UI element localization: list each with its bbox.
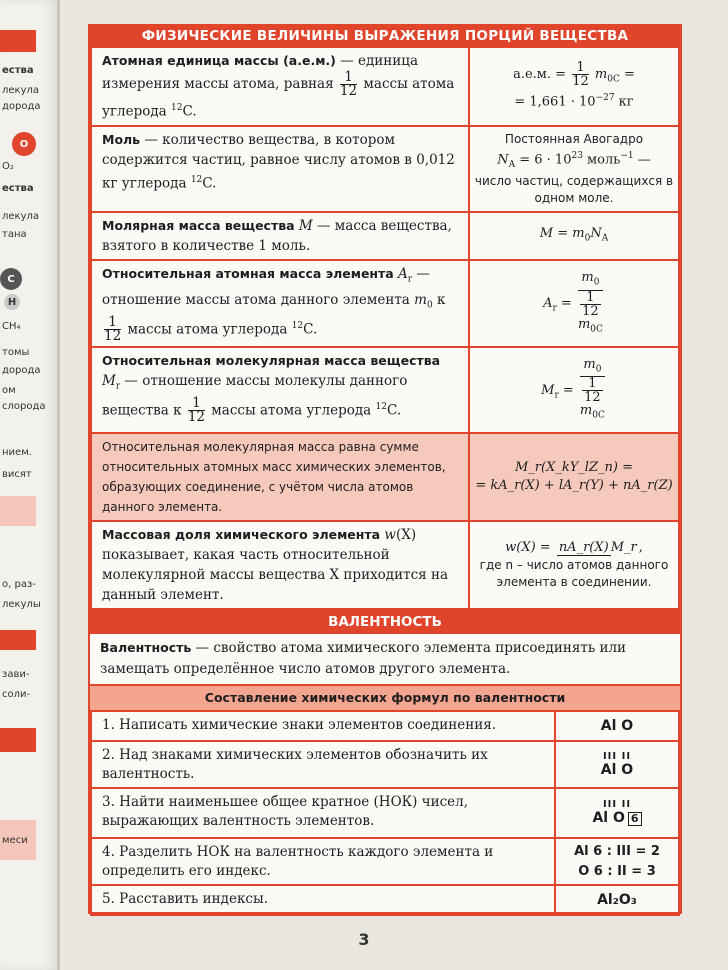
formula-text: M_r(X_kY_lZ_n) =: [515, 460, 633, 476]
left-page-text: лекула: [2, 211, 40, 222]
symbol: A: [398, 266, 408, 283]
page-title: ФИЗИЧЕСКИЕ ВЕЛИЧИНЫ ВЫРАЖЕНИЯ ПОРЦИЙ ВЕЩЕСТВА: [90, 26, 680, 46]
left-page-text: CH₄: [2, 321, 21, 332]
formula-text: O 6 : II = 3: [578, 863, 656, 879]
fraction-numerator: 1: [580, 291, 601, 305]
fraction: [580, 291, 601, 318]
formula-text: —: [633, 151, 651, 167]
formula-text: = 1,661 · 10: [514, 94, 596, 110]
table-row: [91, 347, 679, 433]
symbol: (X): [395, 527, 417, 544]
formula-text: M: [541, 382, 555, 398]
formula-superscript: −27: [595, 92, 615, 103]
formula-text: M = m: [539, 226, 585, 242]
term-label: Массовая доля химического элемента: [102, 527, 381, 543]
formula-text: N: [497, 151, 509, 167]
left-page-text: тана: [2, 229, 27, 240]
formula-text: w(X) =: [505, 540, 555, 556]
formula-text: =: [558, 382, 578, 398]
step-text: 2. Над знаками химических элементов обозначить их валентность.: [91, 741, 555, 788]
reference-sheet: [88, 24, 682, 914]
symbol-subscript: r: [115, 381, 121, 392]
valence-marks: III II: [602, 799, 632, 811]
formula-subscript: 0C: [590, 324, 603, 335]
formula-subscript: 0C: [592, 410, 605, 421]
left-page-text: слорода: [2, 401, 46, 412]
definition-text: массы атома углерода: [123, 321, 292, 338]
left-page-text: висят: [2, 469, 32, 480]
left-page-text: ом: [2, 385, 16, 396]
left-page-text: дорода: [2, 365, 41, 376]
term-label: Молярная масса вещества: [102, 218, 295, 234]
symbol: M: [298, 218, 313, 235]
left-page-text: O₂: [2, 161, 14, 172]
formula-text: ,: [638, 540, 643, 556]
quantities-table: [90, 46, 680, 610]
step-result: [555, 788, 679, 838]
formula-text: = kA_r(X) + lA_r(Y) + nA_r(Z): [475, 478, 673, 494]
formula-subscript: r: [554, 390, 559, 401]
left-page-text: ества: [2, 65, 34, 76]
formula-subscript: 0: [595, 364, 602, 375]
left-page-text: томы: [2, 347, 30, 358]
fraction: [557, 541, 637, 554]
fraction-numerator: m: [583, 356, 596, 372]
definition-cell: [91, 433, 469, 521]
formula-text: Al 6 : III = 2: [574, 843, 660, 859]
fraction-denominator: 12: [187, 409, 206, 426]
fraction-numerator: 1: [572, 61, 589, 75]
formula-subscript: 0C: [607, 74, 620, 85]
lcm-box: 6: [628, 812, 642, 826]
definition-text: массы атома углерода: [102, 76, 455, 120]
atom-label: C: [7, 273, 15, 285]
symbol-subscript: 0: [426, 300, 433, 311]
fraction: [104, 316, 121, 343]
step-result: Al₂O₃: [555, 885, 679, 915]
step-result: Al O: [555, 711, 679, 741]
fraction-denominator: M_r: [610, 540, 637, 556]
formula-subscript: r: [552, 303, 557, 314]
term-label: Относительная молекулярная масса вещества: [102, 353, 441, 369]
table-row: [91, 711, 679, 741]
definition-text: — свойство атома химического элемента присоединять или замещать определённое число атомов другого элемента.: [100, 640, 627, 678]
page-number: 3: [358, 930, 370, 949]
definition-cell: [91, 260, 469, 347]
definition-text: — отношение массы атома данного элемента: [102, 266, 430, 309]
formula-text: Al O: [600, 761, 634, 778]
isotope-symbol: C.: [182, 103, 197, 120]
formula-text: =: [556, 296, 576, 312]
fraction-denominator: 12: [584, 390, 601, 406]
left-page-text: меси: [2, 835, 28, 846]
definition-text: Относительная молекулярная масса равна сумме относительных атомных масс химических элементов, образующих соединение, с учётом числа атомов данного элемента.: [102, 440, 446, 515]
formula-text: = 6 · 10: [515, 151, 572, 167]
formula-cell: [469, 212, 679, 260]
formula-cell: [469, 433, 679, 521]
formula-text: m: [579, 403, 593, 419]
definition-text: показывает, какая часть относительной молекулярной массы вещества X приходится на данный элемент.: [102, 547, 449, 604]
left-page-accent: [0, 496, 36, 526]
symbol: m: [414, 292, 427, 309]
term-label: Валентность: [100, 640, 192, 656]
fraction: [188, 397, 205, 424]
table-row: [91, 433, 679, 521]
fraction-denominator: 12: [572, 74, 589, 90]
left-page: [0, 0, 60, 970]
term-label: Относительная атомная масса элемента: [102, 266, 394, 282]
isotope-mass: 12: [171, 103, 183, 113]
formula-superscript: 23: [571, 150, 583, 161]
table-row: [91, 885, 679, 915]
formula-text: m: [590, 67, 608, 83]
definition-text: — количество вещества, в котором содержится частиц, равное числу атомов в 0,012 кг углерода: [102, 131, 455, 191]
fraction-numerator: 1: [582, 377, 603, 391]
formula-superscript: −1: [620, 150, 634, 161]
left-page-text: лекулы: [2, 599, 41, 610]
definition-text: — масса вещества, взятого в количестве 1 моль.: [102, 218, 452, 255]
atom-label: H: [7, 296, 17, 308]
isotope-symbol: C.: [202, 175, 217, 191]
valence-header: ВАЛЕНТНОСТЬ: [90, 610, 680, 634]
formula-note: число частиц, содержащихся в одном моле.: [474, 174, 674, 206]
left-page-text: зави-: [2, 669, 30, 680]
left-page-text: ества: [2, 183, 34, 194]
table-row: [91, 741, 679, 788]
left-page-accent: [0, 630, 36, 650]
fraction-numerator: 1: [104, 316, 121, 330]
formula-subscript: 0: [584, 233, 591, 244]
left-page-text: нием.: [2, 447, 32, 458]
table-row: [91, 47, 679, 126]
step-text: 4. Разделить НОК на валентность каждого элемента и определить его индекс.: [91, 838, 555, 885]
definition-cell: [91, 521, 469, 609]
atom-label: O: [19, 138, 29, 150]
fraction: [582, 377, 603, 404]
step-text: 5. Расставить индексы.: [91, 885, 555, 915]
formula-text: Al O: [592, 810, 625, 827]
definition-text: — единица измерения массы атома, равная: [102, 53, 418, 92]
left-page-text: соли-: [2, 689, 31, 700]
table-row: [91, 521, 679, 609]
term-label: Моль: [102, 131, 141, 147]
term-label: Атомная единица массы (а.е.м.): [102, 53, 336, 68]
fraction-numerator: m: [581, 270, 594, 286]
fraction-numerator: 1: [340, 71, 357, 85]
oxygen-atom-icon: [12, 132, 36, 156]
hydrogen-atom-icon: [4, 294, 20, 310]
fraction-denominator: 12: [104, 328, 122, 345]
isotope-symbol: C.: [386, 402, 402, 419]
table-row: [91, 788, 679, 838]
definition-cell: [91, 47, 469, 126]
left-page-accent: [0, 728, 36, 752]
formula-text: кг: [614, 94, 634, 110]
formula-title: Постоянная Авогадро: [504, 131, 644, 146]
table-row: [91, 212, 679, 260]
table-row: [91, 126, 679, 213]
isotope-mass: 12: [375, 401, 387, 412]
formula-text: =: [619, 67, 635, 83]
formula-note: где n – число атомов данного элемента в соединении.: [479, 558, 669, 590]
fraction-denominator: 12: [582, 303, 599, 319]
table-row: [91, 838, 679, 885]
step-text: 1. Написать химические знаки элементов соединения.: [91, 711, 555, 741]
carbon-atom-icon: [0, 268, 22, 290]
fraction-numerator: nA_r(X): [558, 540, 609, 556]
definition-text: к: [432, 292, 446, 309]
isotope-symbol: C.: [303, 321, 318, 338]
definition-text: — отношение массы молекулы данного вещества к: [102, 373, 408, 419]
formula-text: N: [590, 226, 602, 242]
valence-definition: [90, 634, 680, 686]
formula-cell: [469, 521, 679, 609]
left-page-accent: [0, 30, 36, 52]
valence-steps-table: [90, 710, 680, 916]
fraction: [572, 61, 589, 88]
left-page-text: дорода: [2, 101, 41, 112]
formula-cell: [469, 260, 679, 347]
symbol: w: [384, 527, 396, 544]
formula-text: а.е.м. =: [513, 67, 571, 83]
definition-cell: [91, 347, 469, 433]
fraction: [580, 358, 605, 423]
formula-subscript: 0: [593, 277, 600, 288]
definition-cell: [91, 126, 469, 213]
formula-cell: [469, 47, 679, 126]
step-result: [555, 838, 679, 885]
formula-text: A: [543, 296, 553, 312]
formula-subscript: A: [508, 159, 516, 170]
symbol-subscript: r: [407, 275, 413, 286]
formula-subscript: A: [601, 233, 609, 244]
formula-text: моль: [582, 151, 621, 167]
formula-cell: [469, 126, 679, 213]
valence-marks: III II: [602, 750, 632, 762]
fraction: [578, 271, 603, 336]
isotope-mass: 12: [291, 320, 304, 331]
formula-text: m: [577, 316, 591, 332]
left-page-text: о, раз-: [2, 579, 36, 590]
isotope-mass: 12: [190, 174, 203, 185]
step-text: 3. Найти наименьшее общее кратное (НОК) чисел, выражающих валентность элементов.: [91, 788, 555, 838]
fraction: [340, 71, 357, 98]
fraction-denominator: 12: [339, 83, 358, 99]
symbol: M: [102, 373, 116, 390]
definition-cell: [91, 212, 469, 260]
formula-cell: [469, 347, 679, 433]
step-result: [555, 741, 679, 788]
valence-subheader: Составление химических формул по валентности: [90, 686, 680, 710]
fraction-numerator: 1: [188, 397, 205, 411]
definition-text: массы атома углерода: [207, 402, 376, 419]
table-row: [91, 260, 679, 347]
left-page-text: лекула: [2, 85, 40, 96]
